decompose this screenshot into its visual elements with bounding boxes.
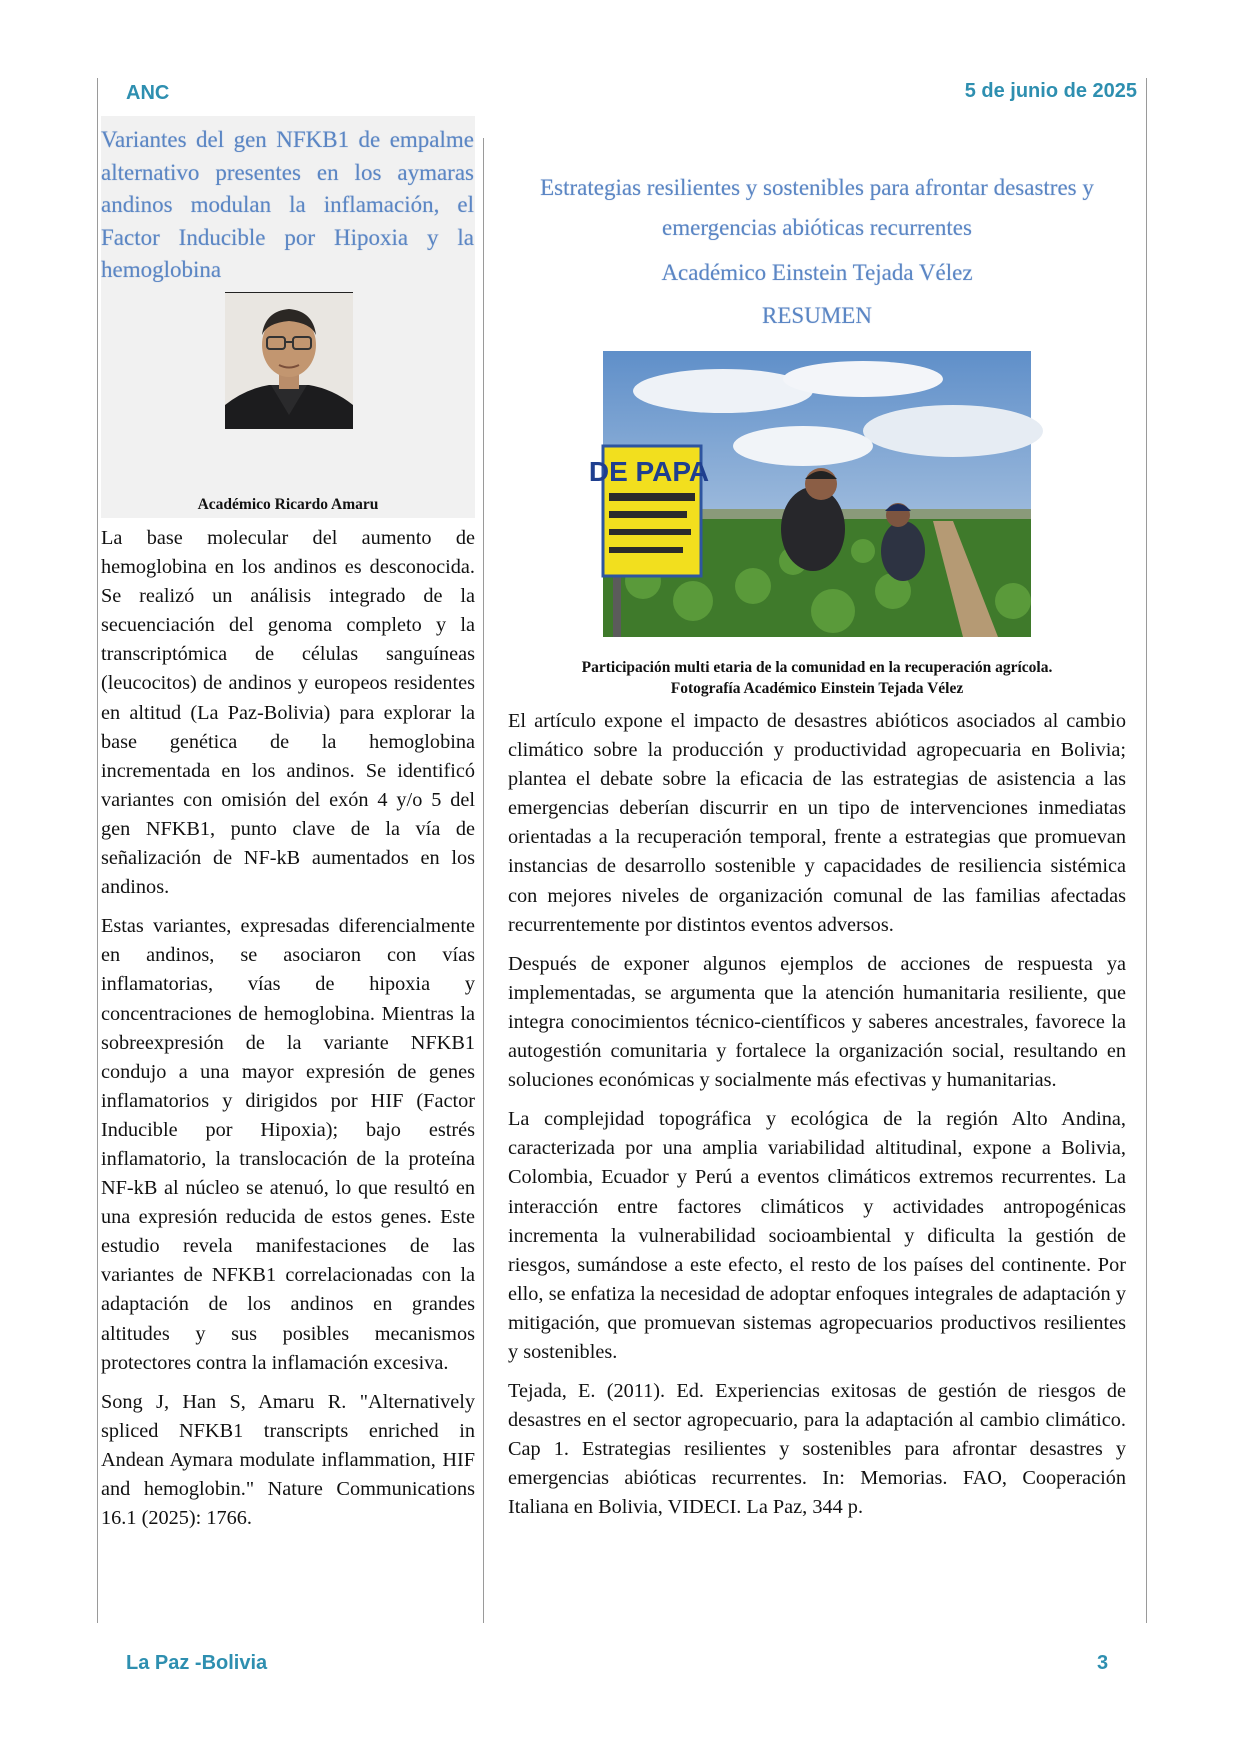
right-paragraph: La complejidad topográfica y ecológica de la región Alto Andina, caracterizada por una amplia variabilidad altitudinal, expone a Bolivia, Colombia, Ecuador y Perú a eventos climáticos extremos recurrentes. La interacción entre factores climáticos y actividades antropogénicas incrementa la vulnerabilidad socioambiental y dificulta la gestión de riesgos, sumándose a este efecto, el resto de los países del continente. Por ello, se enfatiza la necesidad de adoptar enfoques integrales de adaptación y mitigación, que promuevan sistemas agropecuarios productivos resilientes y sostenibles. bbox=[508, 1108, 1126, 1363]
left-margin-line bbox=[97, 78, 98, 1623]
page-number: 3 bbox=[1097, 1652, 1109, 1674]
left-caption-box bbox=[101, 488, 475, 518]
field-photo bbox=[588, 351, 1031, 637]
section-heading: RESUMEN bbox=[762, 303, 872, 328]
right-paragraph: Después de exponer algunos ejemplos de acciones de respuesta ya implementadas, se argumenta que la atención humanitaria resiliente, que integra conocimientos técnico-científicos y saberes ancestrales, favorece la autogestión comunitaria y fortalece la organización social, resultando en soluciones económicas y socialmente más efectivas y humanitarias. bbox=[508, 952, 1126, 1092]
sign-text: DE PAPA bbox=[588, 456, 710, 487]
caption-line-1: Participación multi etaria de la comunidad en la recuperación agrícola. bbox=[581, 659, 1053, 676]
left-title-box bbox=[101, 116, 475, 488]
field-photo-caption bbox=[508, 657, 1126, 699]
left-article bbox=[101, 116, 475, 1543]
right-article bbox=[508, 168, 1126, 1533]
column-divider-line bbox=[483, 138, 484, 1623]
right-article-title: Estrategias resilientes y sostenibles para afrontar desastres y emergencias abióticas recurrentes bbox=[540, 175, 1094, 240]
caption-line-2: Fotografía Académico Einstein Tejada Vélez bbox=[670, 680, 964, 697]
left-photo-caption: Académico Ricardo Amaru bbox=[197, 496, 379, 513]
left-paragraph: Estas variantes, expresadas diferencialmente en andinos, se asociaron con vías inflamatorias, vías de hipoxia y concentraciones de hemoglobina. Mientras la sobreexpresión de la variante NFKB1 condujo a una mayor expresión de genes inflamatorios y dirigidos por HIF (Factor Inducible por Hipoxia); bajo estrés inflamatorio, la translocación de la proteína NF-kB al núcleo se atenuó, lo que resultó en una expresión reducida de estos genes. Este estudio revela manifestaciones de las variantes de NFKB1 correlacionadas con la adaptación de los andinos en grandes altitudes y sus posibles mecanismos protectores contra la inflamación excesiva. bbox=[101, 915, 475, 1374]
right-reference: Tejada, E. (2011). Ed. Experiencias exitosas de gestión de riesgos de desastres en el sector agropecuario, para la adaptación al cambio climático. Cap 1. Estrategias resilientes y sostenibles para afrontar desastres y emergencias abióticas recurrentes. In: Memorias. FAO, Cooperación Italiana en Bolivia, VIDECI. La Paz, 344 p. bbox=[508, 1380, 1126, 1519]
footer-location: La Paz -Bolivia bbox=[126, 1652, 268, 1674]
header-left: ANC bbox=[126, 82, 170, 104]
right-paragraph: El artículo expone el impacto de desastres abióticos asociados al cambio climático sobre la producción y productividad agropecuaria en Bolivia; plantea el debate sobre la eficacia de las estrategias de asistencia a las emergencias deberían discurrir en un tipo de intervenciones inmediatas orientadas a la recuperación temporal, frente a estrategias que promuevan instancias de desarrollo sostenible y capacidades de resiliencia sistémica con mejores niveles de organización comunal de las familias afectadas recurrentemente por distintos eventos adversos. bbox=[508, 710, 1126, 936]
author-photo-ricardo-amaru bbox=[225, 292, 353, 429]
left-article-title: Variantes del gen NFKB1 de empalme alternativo presentes en los aymaras andinos modulan la inflamación, el Factor Inducible por Hipoxia y la hemoglobina bbox=[101, 127, 474, 282]
right-margin-line bbox=[1146, 78, 1147, 1623]
header-date: 5 de junio de 2025 bbox=[964, 80, 1137, 102]
left-reference: Song J, Han S, Amaru R. "Alternatively spliced NFKB1 transcripts enriched in Andean Aymara modulate inflammation, HIF and hemoglobin." Nature Communications 16.1 (2025): 1766. bbox=[101, 1390, 475, 1530]
left-paragraph: La base molecular del aumento de hemoglobina en los andinos es desconocida. Se realizó un análisis integrado de la secuenciación del genoma completo y la transcriptómica de células sanguíneas (leucocitos) de andinos y europeos residentes en altitud (La Paz-Bolivia) para explorar la base genética de la hemoglobina incrementada en los andinos. Se identificó variantes con omisión del exón 4 y/o 5 del gen NFKB1, punto clave de la vía de señalización de NF-kB aumentados en los andinos. bbox=[101, 527, 475, 899]
right-article-author: Académico Einstein Tejada Vélez bbox=[661, 260, 973, 285]
